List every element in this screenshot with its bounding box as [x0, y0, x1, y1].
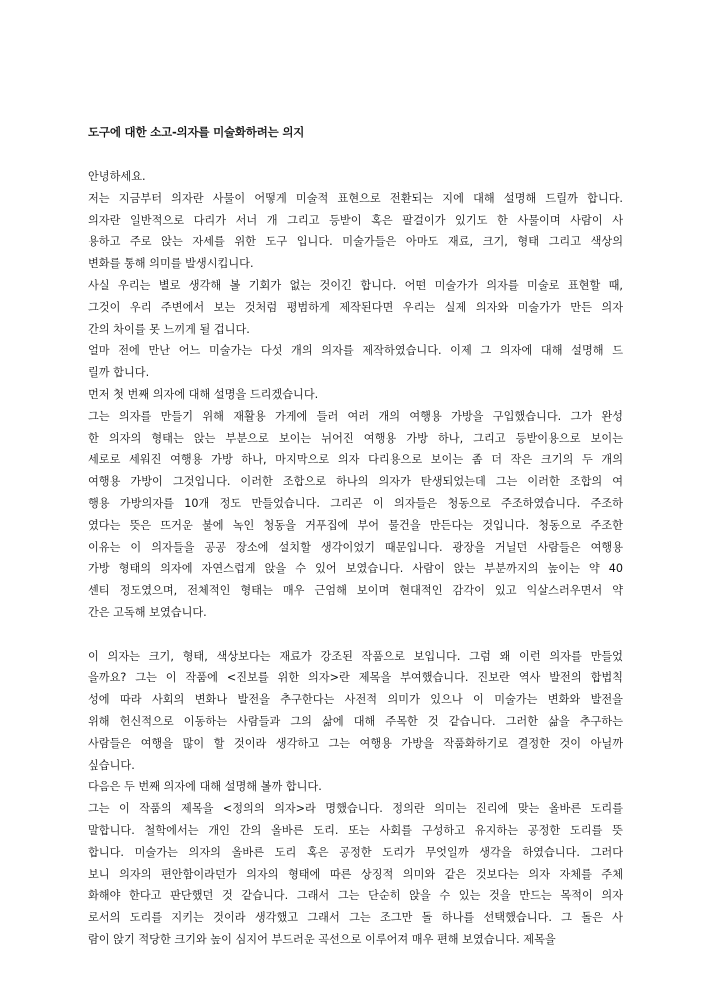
text-line: 이 의자는 크기, 형태, 색상보다는 재료가 강조된 작품으로 보입니다. 그럼 왜 이런 의자를 만들었 [88, 649, 623, 663]
text-line: 세로로 세워진 여행용 가방 하나, 마지막으로 의자 다리용으로 보이는 좀 더 작은 크기의 두 개의 [88, 453, 623, 467]
text-line: 보니 의자의 편안함이라던가 의자의 형태에 따른 상징적 의미와 같은 것보다는 의자 자체를 주체 [88, 867, 623, 881]
text-line: 센티 정도였으며, 전체적인 형태는 매우 근엄해 보이며 현대적인 감각이 있고 익살스러우면서 약 [88, 584, 623, 598]
text-line: 안녕하세요. [88, 170, 146, 183]
text-line: 변화를 통해 의미를 발생시킵니다. [88, 257, 254, 271]
text-line: 였다는 뜻은 뜨거운 불에 녹인 청동을 거푸집에 부어 물건을 만든다는 것입니다. 청동으로 주조한 [88, 518, 623, 532]
text-line: 한 의자의 형태는 앉는 부분으로 보이는 뉘어진 여행용 가방 하나, 그리고 등받이용으로 보이는 [88, 431, 623, 445]
text-line: 그는 이 작품의 제목을 <정의의 의자>라 명했습니다. 정의란 의미는 진리에 맞는 올바른 도리를 [88, 802, 623, 816]
text-line: 합니다. 미술가는 의자의 올바른 도리 혹은 공정한 도리가 무엇일까 생각을 하였습니다. 그러다 [88, 845, 623, 859]
text-line: 을까요? 그는 이 작품에 <진보를 위한 의자>란 제목을 부여했습니다. 진보란 역사 발전의 합법칙 [88, 671, 623, 685]
text-line: 위해 헌신적으로 이동하는 사람들과 그의 삶에 대해 주목한 것 같습니다. 그러한 삶을 추구하는 [88, 714, 623, 728]
text-line: 릴까 합니다. [88, 366, 150, 380]
text-line: 로서의 도리를 지키는 것이라 생각했고 그래서 그는 조그만 돌 하나를 선택했습니다. 그 돌은 사 [88, 911, 623, 925]
text-line: 여행용 가방이 그것입니다. 이러한 조합으로 하나의 의자가 탄생되었는데 그는 이러한 조합의 여 [88, 475, 623, 489]
text-line: 간은 고독해 보였습니다. [88, 605, 207, 619]
text-line: 람이 앉기 적당한 크기와 높이 심지어 부드러운 곡선으로 이루어져 매우 편해 보였습니다. 제목을 [88, 932, 556, 946]
document-body [88, 166, 623, 951]
text-line: 사람들은 여행을 많이 할 것이라 생각하고 그는 여행용 가방을 작품화하기로 결정한 것이 아닐까 [88, 736, 623, 750]
blank-line [88, 624, 623, 646]
text-line: 그는 의자를 만들기 위해 재활용 가게에 들러 여러 개의 여행용 가방을 구입했습니다. 그가 완성 [88, 409, 623, 423]
text-line: 얼마 전에 만난 어느 미술가는 다섯 개의 의자를 제작하였습니다. 이제 그 의자에 대해 설명해 드 [88, 344, 623, 358]
text-line: 화해야 한다고 판단했던 것 같습니다. 그래서 그는 단순히 앉을 수 있는 것을 만드는 목적이 의자 [88, 889, 623, 903]
text-line: 저는 지금부터 의자란 사물이 어떻게 미술적 표현으로 전환되는 지에 대해 설명해 드릴까 합니다. [88, 191, 623, 205]
document-title: 도구에 대한 소고-의자를 미술화하려는 의지 [88, 125, 305, 139]
text-line: 행용 가방의자를 10개 정도 만들었습니다. 그리곤 이 의자들은 청동으로 주조하였습니다. 주조하 [88, 496, 623, 510]
text-line: 싶습니다. [88, 758, 135, 772]
text-line: 그것이 우리 주변에서 보는 것처럼 평범하게 제작된다면 우리는 실제 의자와 미술가가 만든 의자 [88, 300, 623, 314]
text-line: 용하고 주로 앉는 자세를 위한 도구 입니다. 미술가들은 아마도 재료, 크기, 형태 그리고 색상의 [88, 235, 623, 249]
text-line: 이유는 이 의자들을 공공 장소에 설치할 생각이었기 때문입니다. 광장을 거닐던 사람들은 여행용 [88, 540, 623, 554]
text-line: 간의 차이를 못 느끼게 될 겁니다. [88, 322, 250, 336]
text-line: 의자란 일반적으로 다리가 서너 개 그리고 등받이 혹은 팔걸이가 있기도 한 사물이며 사람이 사 [88, 213, 623, 227]
text-line: 말합니다. 철학에서는 개인 간의 올바른 도리. 또는 사회를 구성하고 유지하는 공정한 도리를 뜻 [88, 823, 623, 837]
text-line: 사실 우리는 별로 생각해 볼 기회가 없는 것이긴 합니다. 어떤 미술가가 의자를 미술로 표현할 때, [88, 278, 623, 292]
text-line: 다음은 두 번째 의자에 대해 설명해 볼까 합니다. [88, 780, 322, 794]
text-line: 먼저 첫 번째 의자에 대해 설명을 드리겠습니다. [88, 387, 319, 401]
text-line: 가방 형태의 의자에 자연스럽게 앉을 수 있어 보였습니다. 사람이 앉는 부분까지의 높이는 약 40 [88, 562, 623, 576]
text-line: 성에 따라 사회의 변화나 발전을 추구한다는 사전적 의미가 있으나 이 미술가는 변화와 발전을 [88, 693, 623, 707]
